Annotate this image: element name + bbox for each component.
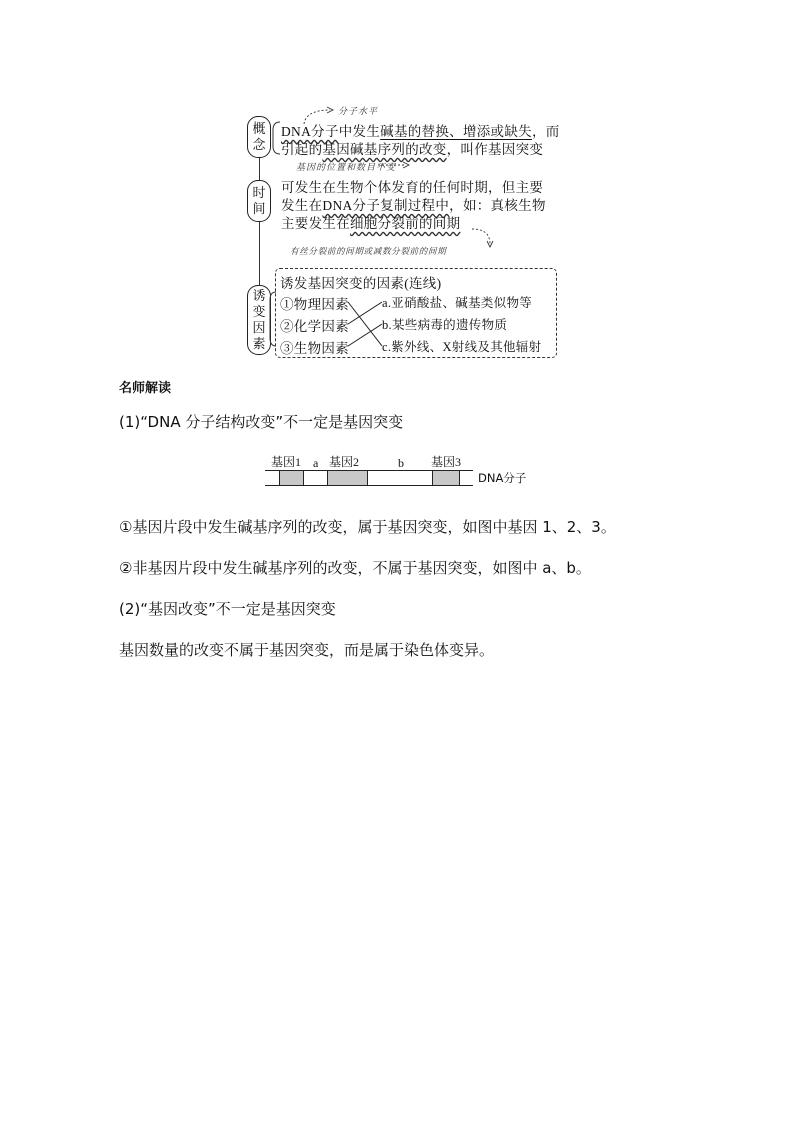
interphase-term: 细胞分裂前的间期 xyxy=(350,216,461,231)
concept-line-1 xyxy=(281,120,560,140)
agent-a: a.亚硝酸盐、碱基类似物等 xyxy=(382,296,533,310)
dna-replication-term: DNA分子复制过程中 xyxy=(322,198,450,213)
concept-text: 中发生 xyxy=(338,124,381,139)
base-change-term: 碱基的替换、增添或缺失 xyxy=(380,124,532,139)
curved-arrow-icon xyxy=(470,226,498,250)
hand-note-interphase: 有丝分裂前的间期或减数分裂前的间期 xyxy=(290,246,447,256)
time-oval-char: 间 xyxy=(252,201,266,216)
factor-biological: ③生物因素 xyxy=(280,341,349,356)
match-line-physical-c xyxy=(348,302,382,346)
agent-c: c.紫外线、X射线及其他辐射 xyxy=(382,340,542,354)
concept-oval-char: 念 xyxy=(252,137,266,152)
match-line-chemical-a xyxy=(348,302,382,324)
concept-line-2 xyxy=(281,138,543,158)
point-1-item-1: ①基因片段中发生碱基序列的改变，属于基因突变，如图中基因 1、2、3。 xyxy=(119,518,616,536)
factors-box-title: 诱发基因突变的因素(连线) xyxy=(280,276,442,291)
hand-note-molecular: 分子水平 xyxy=(338,106,379,116)
matching-lines xyxy=(346,298,384,350)
match-line-biological-b xyxy=(348,324,382,346)
time-line-3 xyxy=(281,212,460,232)
time-text: 发生在 xyxy=(281,198,323,213)
cause-oval-char: 素 xyxy=(252,336,266,351)
gene-2-label: 基因2 xyxy=(329,455,360,469)
cause-oval-char: 诱 xyxy=(252,288,266,303)
hand-note-position: 基因的位置和数目不变 xyxy=(296,162,397,172)
agent-b: b.某些病毒的遗传物质 xyxy=(382,318,508,332)
point-1-item-2: ②非基因片段中发生碱基序列的改变，不属于基因突变，如图中 a、b。 xyxy=(119,559,591,577)
time-line-1: 可发生在生物个体发育的任何时期，但主要 xyxy=(281,180,544,195)
concept-oval-char: 概 xyxy=(252,121,266,136)
gene-3-label: 基因3 xyxy=(431,455,462,469)
point-2-title: (2)“基因改变”不一定是基因突变 xyxy=(119,600,336,618)
time-text: ，如：真核生物 xyxy=(449,198,546,213)
factor-chemical: ②化学因素 xyxy=(280,319,349,334)
concept-text: ，而 xyxy=(531,124,560,139)
segment-b-label: b xyxy=(398,456,404,470)
gene-3-segment xyxy=(432,470,460,486)
gene-1-segment xyxy=(279,470,304,486)
concept-text: ，叫作基因突变 xyxy=(446,142,544,157)
time-oval xyxy=(247,180,271,222)
cause-bracket xyxy=(268,290,278,348)
dna-molecule-label: DNA分子 xyxy=(478,471,527,485)
point-1-title: (1)“DNA 分子结构改变”不一定是基因突变 xyxy=(119,413,404,431)
concept-text: 引起的 xyxy=(281,142,323,157)
time-oval-char: 时 xyxy=(252,185,266,200)
gene-2-segment xyxy=(327,470,368,486)
point-2-text: 基因数量的改变不属于基因突变，而是属于染色体变异。 xyxy=(119,641,495,659)
section-heading: 名师解读 xyxy=(119,381,172,396)
cause-oval-char: 因 xyxy=(252,320,266,335)
concept-oval xyxy=(247,116,271,158)
dna-molecule-term: DNA分子 xyxy=(281,124,339,139)
time-text: 主要发生在 xyxy=(281,216,350,231)
gene-sequence-term: 基因碱基序列的改变 xyxy=(322,142,447,157)
factor-physical: ①物理因素 xyxy=(280,297,349,312)
time-line-2 xyxy=(281,194,546,214)
segment-a-label: a xyxy=(313,456,319,470)
gene-1-label: 基因1 xyxy=(271,455,302,469)
cause-oval-char: 变 xyxy=(252,304,266,319)
